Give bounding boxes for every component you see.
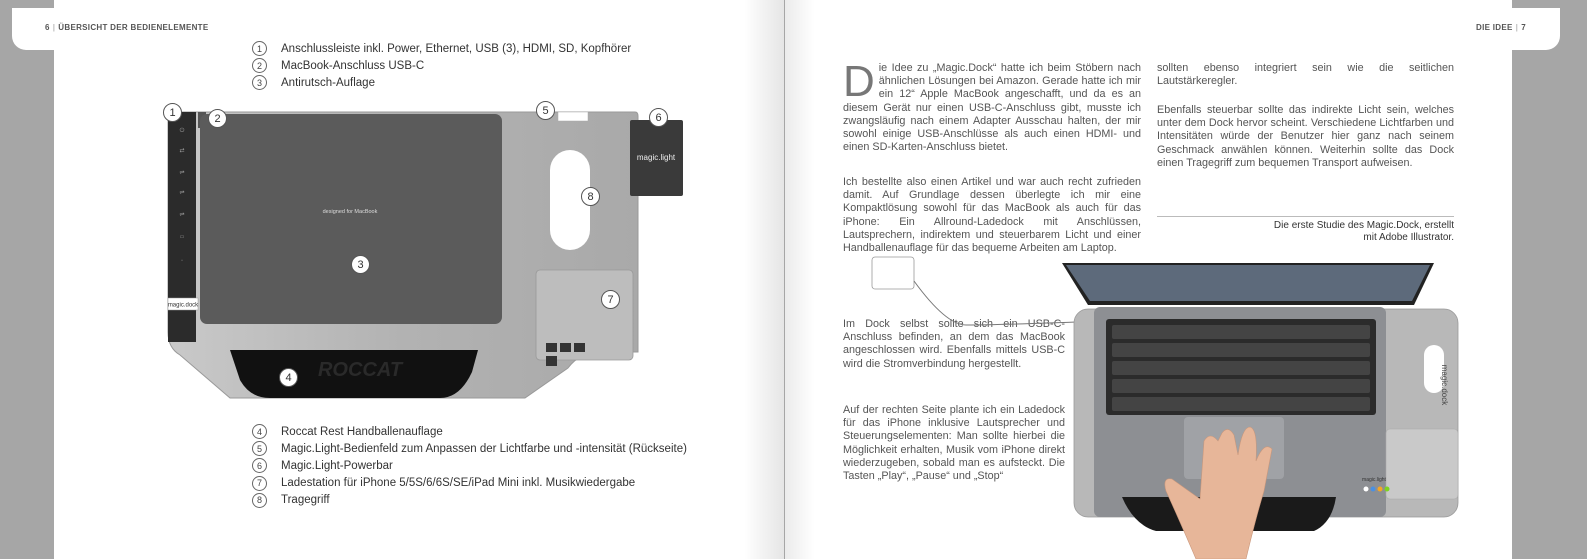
right-page-header: DIE IDEE | 7	[1476, 23, 1526, 32]
legend-number: 1	[252, 41, 267, 56]
legend-item	[252, 423, 687, 440]
paragraph-text: Im Dock selbst sollte sich ein USB-C-Anschluss befinden, an dem das MacBook angeschlossen wird. Ebenfalls mittels USB-C wird die Stromverbindung hergestellt.	[843, 318, 1065, 370]
left-page-number: 6	[45, 23, 50, 32]
keyboard-keys	[1112, 325, 1370, 411]
legend-number: 3	[252, 75, 267, 90]
pad-label: designed for MacBook	[322, 209, 378, 215]
legend-number: 7	[252, 476, 267, 491]
col2-paragraph-1	[1157, 62, 1454, 88]
dock-top-view-diagram	[160, 100, 690, 405]
paragraph-2	[843, 176, 1141, 255]
stop-button	[574, 343, 585, 352]
diagram-badge-4: 4	[279, 368, 298, 387]
palm-rest-brand: ROCCAT	[317, 359, 403, 381]
pause-button	[560, 343, 571, 352]
diagram-badge-7: 7	[601, 290, 620, 309]
legend-item	[252, 440, 687, 457]
paragraph-text: sollten ebenso integriert sein wie die seitlichen Lautstärkeregler.	[1157, 62, 1454, 88]
svg-text:⇌: ⇌	[179, 190, 185, 196]
legend-number: 6	[252, 458, 267, 473]
col2-paragraph-2	[1157, 104, 1454, 170]
dock-brand-label: magic.dock	[167, 302, 199, 309]
magic-light-control-panel	[558, 112, 588, 121]
legend-bottom	[252, 423, 687, 509]
light-brand-label: magic.light	[1362, 477, 1386, 483]
caption-line-1: Die erste Studie des Magic.Dock, erstellt	[1273, 220, 1454, 231]
legend-item	[252, 57, 631, 74]
diagram-badge-8: 8	[581, 187, 600, 206]
diagram-badge-6: 6	[649, 108, 668, 127]
paragraph-text: Auf der rechten Seite plante ich ein Ladedock für das iPhone inklusive Lautsprecher und Steuerungselementen: Man sollte hierbei die Möglichkeit erhalten, Musik vom iPhone direkt wiederzugeben, sobald man es aufsteckt. Die Tasten „Play“, „Pause“ und „Stop“	[843, 404, 1065, 483]
intro-paragraph	[843, 57, 1141, 154]
svg-text:⇌: ⇌	[179, 212, 185, 218]
svg-text:⇌: ⇌	[179, 170, 185, 176]
diagram-badge-2: 2	[208, 109, 227, 128]
powerbar-brand: magic.light	[636, 153, 676, 162]
legend-text: Roccat Rest Handballenauflage	[281, 425, 443, 438]
legend-text: Antirutsch-Auflage	[281, 76, 375, 89]
legend-item	[252, 40, 631, 57]
power-cable	[914, 281, 1076, 325]
left-page-header: 6 | ÜBERSICHT DER BEDIENELEMENTE	[45, 23, 209, 32]
legend-text: MacBook-Anschluss USB-C	[281, 59, 425, 72]
left-page-title: ÜBERSICHT DER BEDIENELEMENTE	[58, 23, 209, 32]
paragraph-text: ie Idee zu „Magic.Dock“ hatte ich beim Stöbern nach ähnlichen Lösungen bei Amazon. Gerade hatte ich mir ein 12“ Apple MacBook angeschafft, und da es an diesem Gerät nur einen USB-C-Anschluss gibt, musste ich zwangsläufig nach einem Adapter Ausschau halten, der mir sowohl einige USB-Anschlüsse als auch einen HDMI- und einen SD-Karten-Anschluss bietet.	[843, 62, 1141, 154]
anti-slip-pad	[200, 114, 502, 324]
home-button	[546, 356, 557, 366]
svg-text:▫: ▫	[181, 258, 183, 264]
legend-number: 8	[252, 493, 267, 508]
diagram-badge-1: 1	[163, 103, 182, 122]
figure-caption	[1157, 216, 1454, 244]
diagram-badge-5: 5	[536, 101, 555, 120]
legend-item	[252, 492, 687, 509]
legend-text: Ladestation für iPhone 5/5S/6/6S/SE/iPad Mini inkl. Musikwiedergabe	[281, 477, 636, 490]
play-button	[546, 343, 557, 352]
right-page-number: 7	[1521, 23, 1526, 32]
dock-brand-label: magic.dock	[1440, 364, 1449, 406]
legend-text: Magic.Light-Powerbar	[281, 459, 393, 472]
legend-item	[252, 457, 687, 474]
legend-top	[252, 40, 631, 92]
svg-text:▭: ▭	[179, 234, 185, 240]
diagram-badge-3: 3	[351, 255, 370, 274]
legend-number: 2	[252, 58, 267, 73]
power-adapter	[872, 257, 914, 289]
paragraph-text: Ebenfalls steuerbar sollte das indirekte Licht sein, welches unter dem Dock hervor scheint. Verschiedene Lichtfarben und Intensitäten würde der Benutzer hier ganz nach seinem Geschmack anwählen können. Weiterhin sollte das Dock einen Tragegriff zum bequemen Transport aufweisen.	[1157, 104, 1454, 169]
book-spine-shadow-right	[785, 0, 815, 559]
macbook-screen	[1066, 265, 1430, 301]
iphone-dock	[1386, 429, 1458, 499]
svg-text:⇄: ⇄	[179, 148, 185, 154]
legend-item	[252, 475, 687, 492]
legend-text: Magic.Light-Bedienfeld zum Anpassen der Lichtfarbe und -intensität (Rückseite)	[281, 442, 687, 455]
caption-line-2: mit Adobe Illustrator.	[1363, 232, 1454, 243]
svg-text:⏻: ⏻	[179, 128, 185, 134]
book-spine-shadow	[744, 0, 784, 559]
right-page-title: DIE IDEE	[1476, 23, 1513, 32]
legend-number: 4	[252, 424, 267, 439]
magic-dock-illustration	[866, 255, 1466, 559]
legend-text: Tragegriff	[281, 494, 330, 507]
drop-cap: D	[843, 57, 875, 106]
legend-text: Anschlussleiste inkl. Power, Ethernet, USB (3), HDMI, SD, Kopfhörer	[281, 42, 632, 55]
legend-number: 5	[252, 441, 267, 456]
legend-item	[252, 74, 631, 91]
paragraph-text: Ich bestellte also einen Artikel und war auch recht zufrieden damit. Auf Grundlage dessen überlegte ich mir eine Kompaktlösung sowohl für das MacBook als auch für das iPhone: Ein Allround-Ladedock mit Anschlüssen, Lautsprechern, indirektem und steuerbarem Licht und einer Handballenauflage für das bequeme Arbeiten am Laptop.	[843, 176, 1141, 255]
